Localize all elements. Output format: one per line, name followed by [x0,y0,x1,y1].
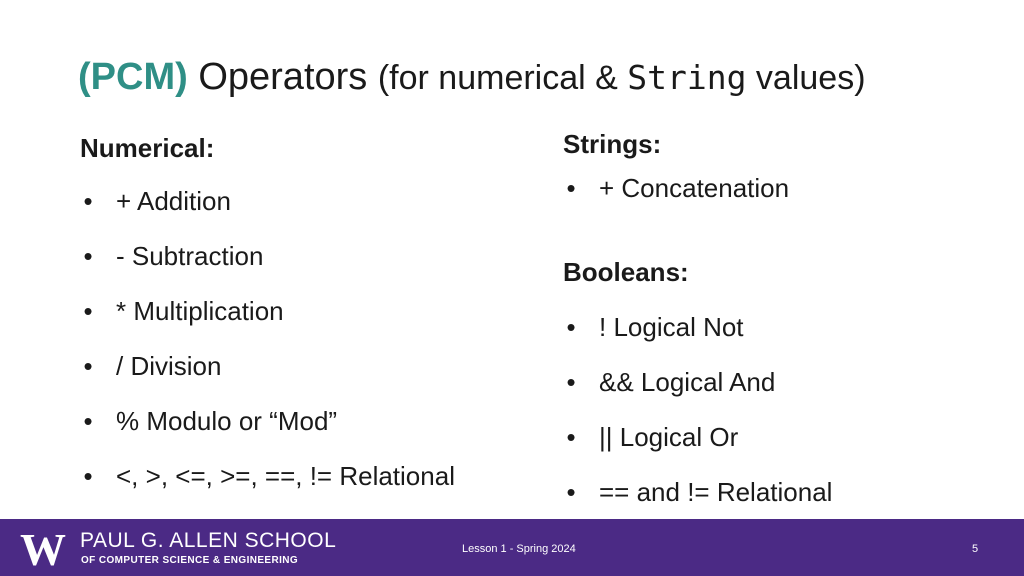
strings-list [563,172,832,204]
list-item-text: ! Logical Not [599,312,744,342]
list-item [563,421,832,453]
bullet-icon: • [566,367,576,397]
booleans-heading: Booleans: [563,257,689,287]
list-item [563,366,832,398]
list-item [80,295,455,327]
list-item-text: * Multiplication [116,296,284,326]
slide-title [78,58,866,96]
bullet-icon: • [566,422,576,452]
numerical-heading: Numerical: [80,133,215,163]
list-item [80,350,455,382]
list-item-text: + Addition [116,186,231,216]
title-paren-open: (for numerical & [377,59,628,97]
list-item-text: - Subtraction [116,241,264,271]
numerical-list [80,185,455,492]
lesson-label: Lesson 1 - Spring 2024 [462,543,576,555]
strings-heading: Strings: [563,129,662,159]
list-item-text: <, >, <=, >=, ==, != Relational [116,461,455,491]
footer-bar [0,519,1024,576]
bullet-icon: • [83,296,93,326]
list-item [80,240,455,272]
list-item-text: && Logical And [599,367,776,397]
bullet-icon: • [566,312,576,342]
title-tag: (PCM) [78,56,188,98]
list-item [563,311,832,343]
list-item [563,172,832,204]
list-item-text: == and != Relational [599,477,833,507]
list-item-text: / Division [116,351,222,381]
list-item-text: + Concatenation [599,173,790,203]
list-item [563,476,832,508]
school-subtitle: OF COMPUTER SCIENCE & ENGINEERING [81,555,299,566]
title-main: Operators [198,56,368,98]
numerical-section [80,132,455,515]
strings-booleans-section [563,128,832,531]
bullet-icon: • [566,477,576,507]
list-item [80,185,455,217]
page-number: 5 [972,543,979,555]
list-item-text: % Modulo or “Mod” [116,406,338,436]
list-item [80,405,455,437]
bullet-icon: • [83,186,93,216]
booleans-list [563,311,832,508]
list-item-text: || Logical Or [599,422,739,452]
list-item [80,460,455,492]
bullet-icon: • [83,351,93,381]
title-mono-word: String [627,58,747,97]
title-paren-close: values) [746,59,866,97]
bullet-icon: • [566,173,576,203]
uw-logo-icon: W [20,524,64,575]
bullet-icon: • [83,241,93,271]
bullet-icon: • [83,406,93,436]
school-name: PAUL G. ALLEN SCHOOL [80,529,337,552]
bullet-icon: • [83,461,93,491]
